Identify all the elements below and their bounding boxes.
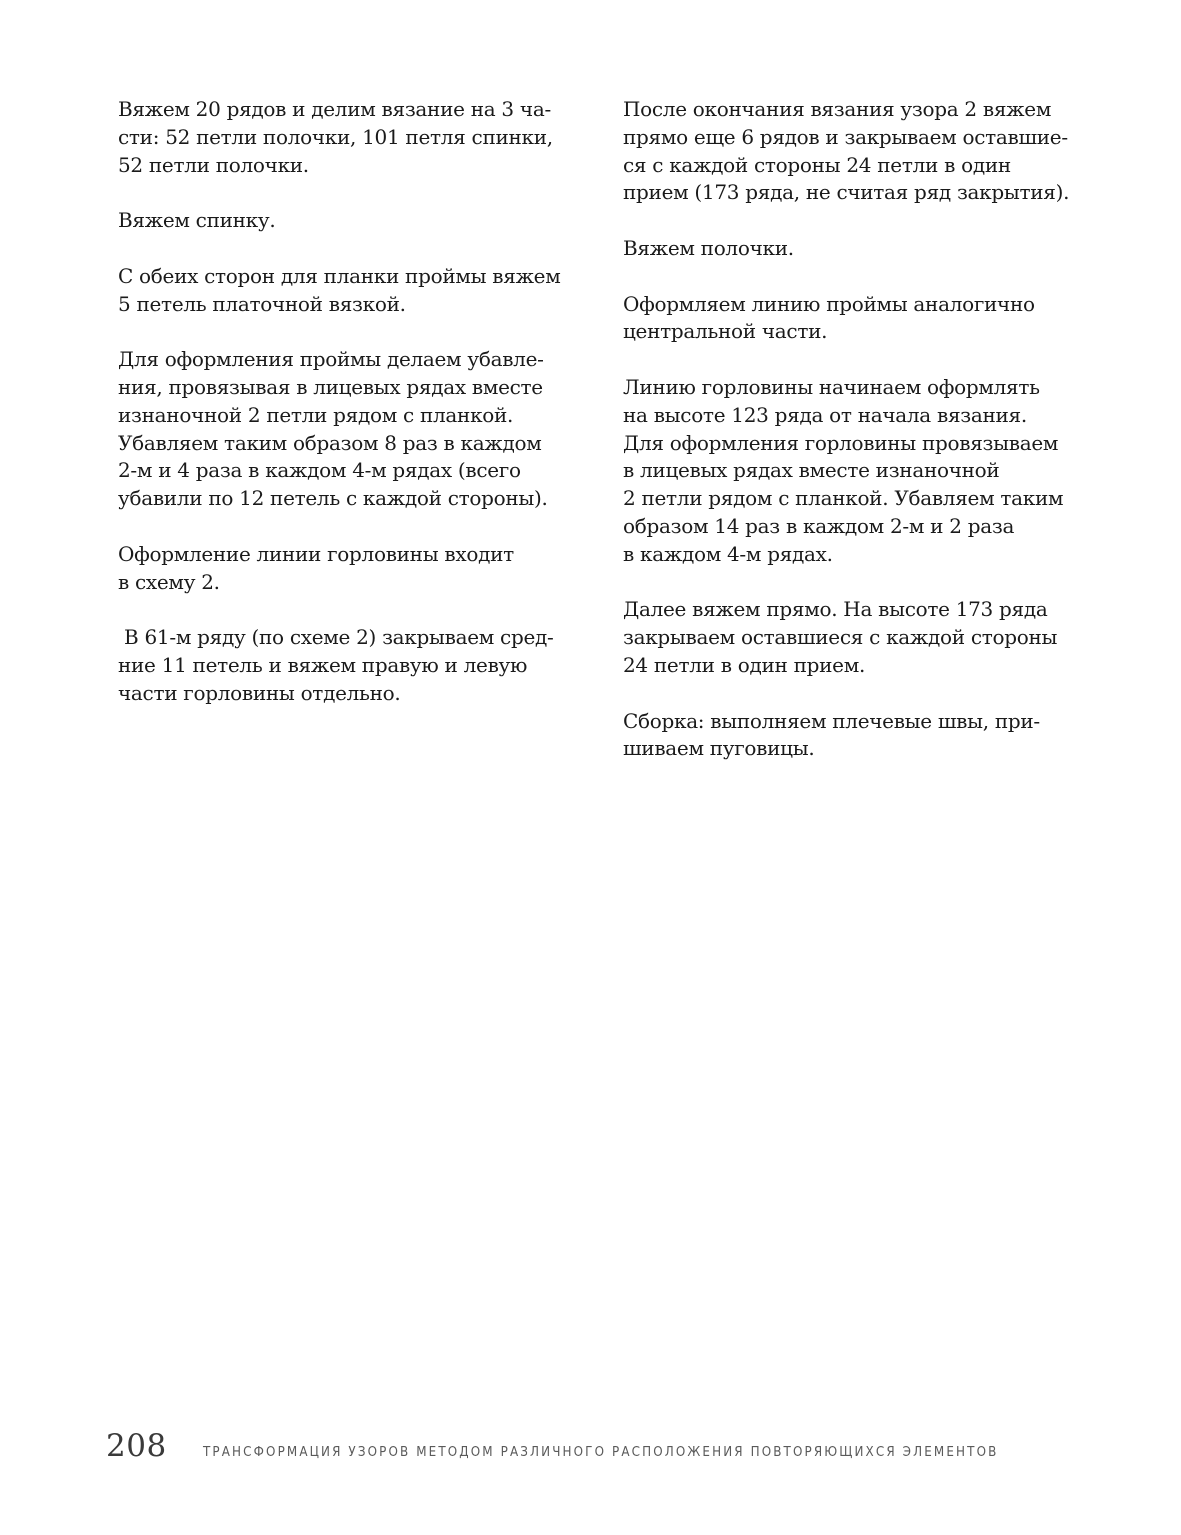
paragraph: Сборка: выполняем плечевые швы, при- шиваем пуговицы. <box>623 708 1040 761</box>
paragraph: Линию горловины начинаем оформлять на высоте 123 ряда от начала вязания. Для оформления горловины провязываем в лицевых рядах вместе изнаночной 2 петли рядом с планкой. Убавляем таким образом 14 раз в каждом 2-м и 2 раза в каждом 4-м рядах. <box>623 374 1064 566</box>
page-footer <box>106 1428 1067 1472</box>
paragraph: В 61-м ряду (по схеме 2) закрываем сред- ние 11 петель и вяжем правую и левую части горловины отдельно. <box>118 625 554 705</box>
paragraph: Далее вяжем прямо. На высоте 173 ряда закрываем оставшиеся с каждой стороны 24 петли в один прием. <box>623 597 1058 677</box>
paragraph: С обеих сторон для планки проймы вяжем 5 петель платочной вязкой. <box>118 263 561 316</box>
left-column <box>118 96 598 735</box>
paragraph: Для оформления проймы делаем убавле- ния, провязывая в лицевых рядах вместе изнаночной 2 петли рядом с планкой. Убавляем таким образом 8 раз в каждом 2-м и 4 раза в каждом 4-м рядах (всего убавили по 12 петель с каждой стороны). <box>118 347 548 511</box>
paragraph: Оформление линии горловины входит в схему 2. <box>118 541 514 594</box>
paragraph: Вяжем спинку. <box>118 208 276 233</box>
paragraph: Оформляем линию проймы аналогично центральной части. <box>623 291 1035 344</box>
running-head: ТРАНСФОРМАЦИЯ УЗОРОВ МЕТОДОМ РАЗЛИЧНОГО РАСПОЛОЖЕНИЯ ПОВТОРЯЮЩИХСЯ ЭЛЕМЕНТОВ <box>202 1445 999 1460</box>
paragraph: Вяжем 20 рядов и делим вязание на 3 ча- сти: 52 петли полочки, 101 петля спинки, 52 петли полочки. <box>118 97 553 177</box>
paragraph: Вяжем полочки. <box>623 235 794 260</box>
paragraph: После окончания вязания узора 2 вяжем прямо еще 6 рядов и закрываем оставшие- ся с каждой стороны 24 петли в один прием (173 ряда, не считая ряд закрытия). <box>623 97 1070 205</box>
page-number: 208 <box>106 1428 167 1464</box>
right-column <box>623 96 1103 791</box>
